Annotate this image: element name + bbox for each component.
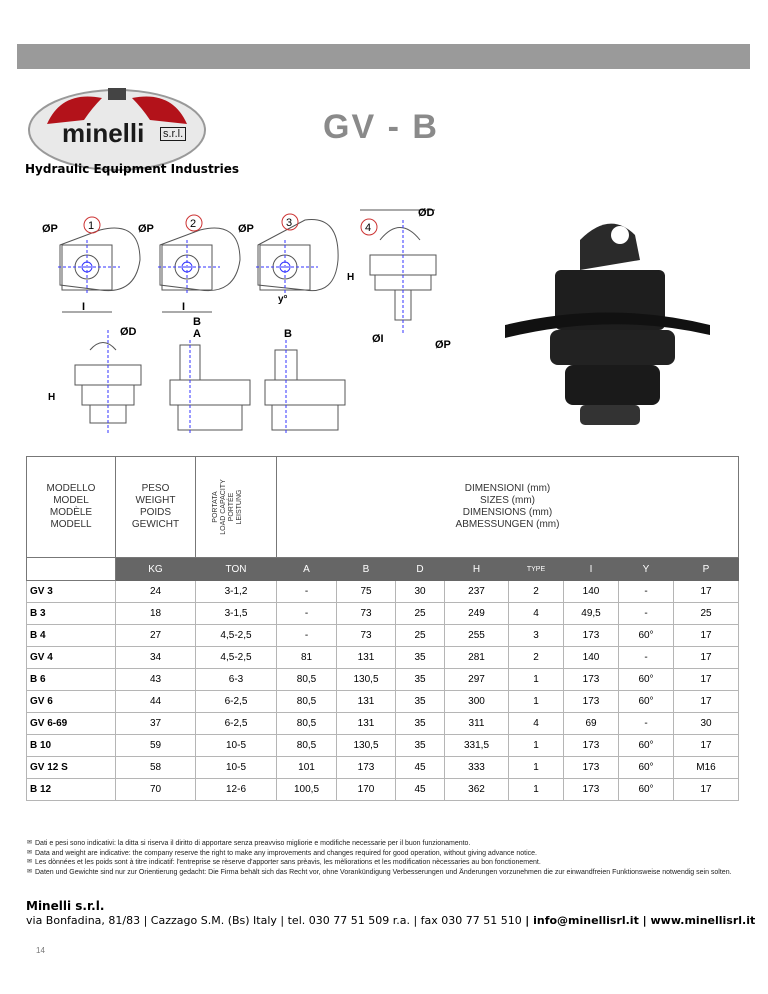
header-peso: PESO WEIGHT POIDS GEWICHT — [116, 457, 196, 558]
table-cell: 140 — [564, 581, 619, 603]
table-row — [27, 669, 739, 691]
label-od-bottom: ØD — [120, 326, 137, 338]
table-cell: 130,5 — [337, 669, 396, 691]
table-cell: 35 — [396, 647, 445, 669]
label-b-1: B — [193, 316, 201, 328]
note-it: ✉ Dati e pesi sono indicativi: la ditta si riserva il diritto di apportare senza preavviso migliorie e modifiche necessarie per il buon funzionamento. — [27, 839, 742, 849]
table-cell: 101 — [277, 757, 337, 779]
label-oi: ØI — [372, 333, 384, 345]
model-name-cell: GV 3 — [27, 581, 116, 603]
table-cell: 34 — [116, 647, 196, 669]
table-cell: 60° — [619, 625, 674, 647]
table-cell: 2 — [509, 647, 564, 669]
table-cell: 173 — [564, 757, 619, 779]
table-cell: 4,5-2,5 — [196, 625, 277, 647]
table-cell: 17 — [674, 779, 739, 801]
label-op-3: ØP — [238, 223, 254, 235]
table-cell: 4,5-2,5 — [196, 647, 277, 669]
table-cell: 173 — [337, 757, 396, 779]
table-cell: 6-3 — [196, 669, 277, 691]
table-cell: 60° — [619, 691, 674, 713]
table-units-row — [27, 558, 739, 581]
header-modello: MODELLO MODEL MODÈLE MODELL — [27, 457, 116, 558]
table-cell: - — [277, 625, 337, 647]
top-banner — [17, 44, 750, 69]
unit-cell: H — [445, 558, 509, 581]
table-cell: 80,5 — [277, 691, 337, 713]
footer-contacts: | info@minellisrl.it | www.minellisrl.it — [525, 914, 756, 927]
table-cell: 333 — [445, 757, 509, 779]
table-cell: 45 — [396, 779, 445, 801]
model-name-cell: B 3 — [27, 603, 116, 625]
table-cell: - — [277, 603, 337, 625]
unit-cell: D — [396, 558, 445, 581]
model-name-cell: GV 12 S — [27, 757, 116, 779]
table-cell: 173 — [564, 669, 619, 691]
table-cell: 80,5 — [277, 713, 337, 735]
table-cell: 75 — [337, 581, 396, 603]
table-cell: - — [277, 581, 337, 603]
top-view-2 — [158, 228, 240, 312]
table-cell: 173 — [564, 691, 619, 713]
label-n3: 3 — [286, 217, 293, 229]
table-cell: 6-2,5 — [196, 713, 277, 735]
unit-cell: I — [564, 558, 619, 581]
table-cell: 60° — [619, 735, 674, 757]
table-cell: 45 — [396, 757, 445, 779]
label-n1: 1 — [88, 220, 95, 232]
table-cell: 25 — [396, 625, 445, 647]
unit-cell: TYPE — [509, 558, 564, 581]
table-cell: 255 — [445, 625, 509, 647]
table-cell: 35 — [396, 713, 445, 735]
unit-cell: B — [337, 558, 396, 581]
table-cell: 297 — [445, 669, 509, 691]
model-name-cell: GV 4 — [27, 647, 116, 669]
table-cell: 30 — [674, 713, 739, 735]
front-view-1 — [75, 330, 141, 435]
table-cell: 1 — [509, 779, 564, 801]
tagline: Hydraulic Equipment Industries — [25, 162, 239, 176]
table-cell: 281 — [445, 647, 509, 669]
table-cell: 3-1,2 — [196, 581, 277, 603]
note-fr: ✉ Les dònnées et les poids sont à titre indicatif: l'entreprise se rèserve d'apporter sans prèavis, les mèliorations et les modification nècessaries au bon fonctionement. — [27, 858, 742, 868]
table-cell: 331,5 — [445, 735, 509, 757]
label-h-top: H — [347, 272, 355, 283]
table-cell: 300 — [445, 691, 509, 713]
table-cell: 80,5 — [277, 735, 337, 757]
header-dimensioni: DIMENSIONI (mm) SIZES (mm) DIMENSIONS (mm) ABMESSUNGEN (mm) — [277, 457, 739, 558]
table-cell: 1 — [509, 757, 564, 779]
table-row — [27, 625, 739, 647]
table-cell: 49,5 — [564, 603, 619, 625]
table-row — [27, 581, 739, 603]
table-cell: 30 — [396, 581, 445, 603]
disclaimer-notes — [27, 839, 742, 877]
model-name-cell: B 6 — [27, 669, 116, 691]
table-row — [27, 713, 739, 735]
table-cell: 10-5 — [196, 735, 277, 757]
table-cell: 60° — [619, 779, 674, 801]
table-cell: 43 — [116, 669, 196, 691]
table-cell: - — [619, 713, 674, 735]
spec-table — [26, 456, 739, 801]
table-cell: 3 — [509, 625, 564, 647]
table-row — [27, 757, 739, 779]
table-row — [27, 603, 739, 625]
table-cell: 17 — [674, 581, 739, 603]
label-h-bottom: H — [48, 392, 56, 403]
logo-wordmark: minelli — [62, 118, 145, 148]
product-photo — [505, 224, 710, 425]
table-cell: M16 — [674, 757, 739, 779]
table-cell: 2 — [509, 581, 564, 603]
label-n4: 4 — [365, 222, 372, 234]
footer-address: via Bonfadina, 81/83 | Cazzago S.M. (Bs) Italy | tel. 030 77 51 509 r.a. | fax 030 77 51 510 | info@minellisrl.it | www.minellisrl.it — [26, 914, 756, 927]
side-view-4 — [360, 210, 436, 335]
page-number: 14 — [36, 946, 45, 955]
table-cell: 59 — [116, 735, 196, 757]
note-de: ✉ Daten und Gewichte sind nur zur Orientierung gedacht: Die Firma behält sich das Recht vor, ohne Vorankündigung Verbesserungen und Änderungen vorzunehmen die zur einwandfreien Funktionsweise notwendig sein solten. — [27, 868, 742, 878]
table-cell: 18 — [116, 603, 196, 625]
model-name-cell: GV 6 — [27, 691, 116, 713]
table-cell: 10-5 — [196, 757, 277, 779]
table-cell: 81 — [277, 647, 337, 669]
table-cell: 3-1,5 — [196, 603, 277, 625]
table-cell: - — [619, 581, 674, 603]
table-cell: 60° — [619, 757, 674, 779]
table-cell: 17 — [674, 647, 739, 669]
header-portata: PORTATA LOAD CAPACITY PORTÉE LEISTUNG — [196, 457, 277, 558]
label-op-2: ØP — [138, 223, 154, 235]
table-cell: 35 — [396, 691, 445, 713]
table-cell: 173 — [564, 625, 619, 647]
model-name-cell: B 4 — [27, 625, 116, 647]
logo-srl: s.r.l. — [160, 127, 186, 141]
table-cell: 25 — [396, 603, 445, 625]
table-cell: 131 — [337, 647, 396, 669]
page-title: GV - B — [323, 108, 439, 146]
table-cell: 6-2,5 — [196, 691, 277, 713]
table-cell: 362 — [445, 779, 509, 801]
model-name-cell: GV 6-69 — [27, 713, 116, 735]
table-cell: 17 — [674, 735, 739, 757]
table-cell: 17 — [674, 625, 739, 647]
table-cell: 249 — [445, 603, 509, 625]
table-cell: 73 — [337, 603, 396, 625]
table-cell: 12-6 — [196, 779, 277, 801]
table-cell: 1 — [509, 669, 564, 691]
table-cell: 58 — [116, 757, 196, 779]
label-op-1: ØP — [42, 223, 58, 235]
technical-drawings — [20, 200, 745, 450]
label-i-1: I — [82, 301, 86, 313]
table-header-row — [27, 457, 739, 558]
unit-cell: A — [277, 558, 337, 581]
label-i-2: I — [182, 301, 186, 313]
table-cell: 237 — [445, 581, 509, 603]
label-n2: 2 — [190, 218, 197, 230]
table-cell: 1 — [509, 691, 564, 713]
table-cell: 80,5 — [277, 669, 337, 691]
label-od-top: ØD — [418, 207, 435, 219]
unit-cell: Y — [619, 558, 674, 581]
table-cell: 4 — [509, 603, 564, 625]
label-y: y° — [278, 294, 288, 305]
table-body — [27, 581, 739, 801]
table-row — [27, 691, 739, 713]
table-cell: 311 — [445, 713, 509, 735]
footer-company: Minelli s.r.l. — [26, 899, 105, 913]
table-cell: 131 — [337, 713, 396, 735]
top-view-3 — [256, 220, 338, 296]
table-cell: 173 — [564, 779, 619, 801]
table-cell: 17 — [674, 669, 739, 691]
table-row — [27, 735, 739, 757]
front-view-3 — [265, 340, 345, 435]
model-name-cell: B 10 — [27, 735, 116, 757]
table-cell: - — [619, 603, 674, 625]
table-cell: 130,5 — [337, 735, 396, 757]
table-cell: 73 — [337, 625, 396, 647]
label-b-2: B — [284, 328, 292, 340]
table-cell: 24 — [116, 581, 196, 603]
table-cell: 100,5 — [277, 779, 337, 801]
table-cell: 25 — [674, 603, 739, 625]
table-cell: 27 — [116, 625, 196, 647]
unit-cell: P — [674, 558, 739, 581]
table-cell: 4 — [509, 713, 564, 735]
table-cell: 35 — [396, 669, 445, 691]
note-en: ✉ Data and weight are indicative: the company reserve the right to make any improvements and changes required for good operation, without giving advance notice. — [27, 849, 742, 859]
label-op-side: ØP — [435, 339, 451, 351]
model-name-cell: B 12 — [27, 779, 116, 801]
table-cell: - — [619, 647, 674, 669]
table-cell: 170 — [337, 779, 396, 801]
table-cell: 44 — [116, 691, 196, 713]
table-cell: 69 — [564, 713, 619, 735]
table-cell: 70 — [116, 779, 196, 801]
unit-cell: TON — [196, 558, 277, 581]
unit-cell: KG — [116, 558, 196, 581]
table-cell: 140 — [564, 647, 619, 669]
table-row — [27, 779, 739, 801]
front-view-2 — [170, 340, 250, 435]
table-cell: 173 — [564, 735, 619, 757]
table-cell: 37 — [116, 713, 196, 735]
table-cell: 60° — [619, 669, 674, 691]
label-a: A — [193, 328, 201, 340]
table-cell: 131 — [337, 691, 396, 713]
table-cell: 17 — [674, 691, 739, 713]
table-cell: 35 — [396, 735, 445, 757]
table-row — [27, 647, 739, 669]
table-cell: 1 — [509, 735, 564, 757]
top-view-1 — [58, 228, 140, 312]
